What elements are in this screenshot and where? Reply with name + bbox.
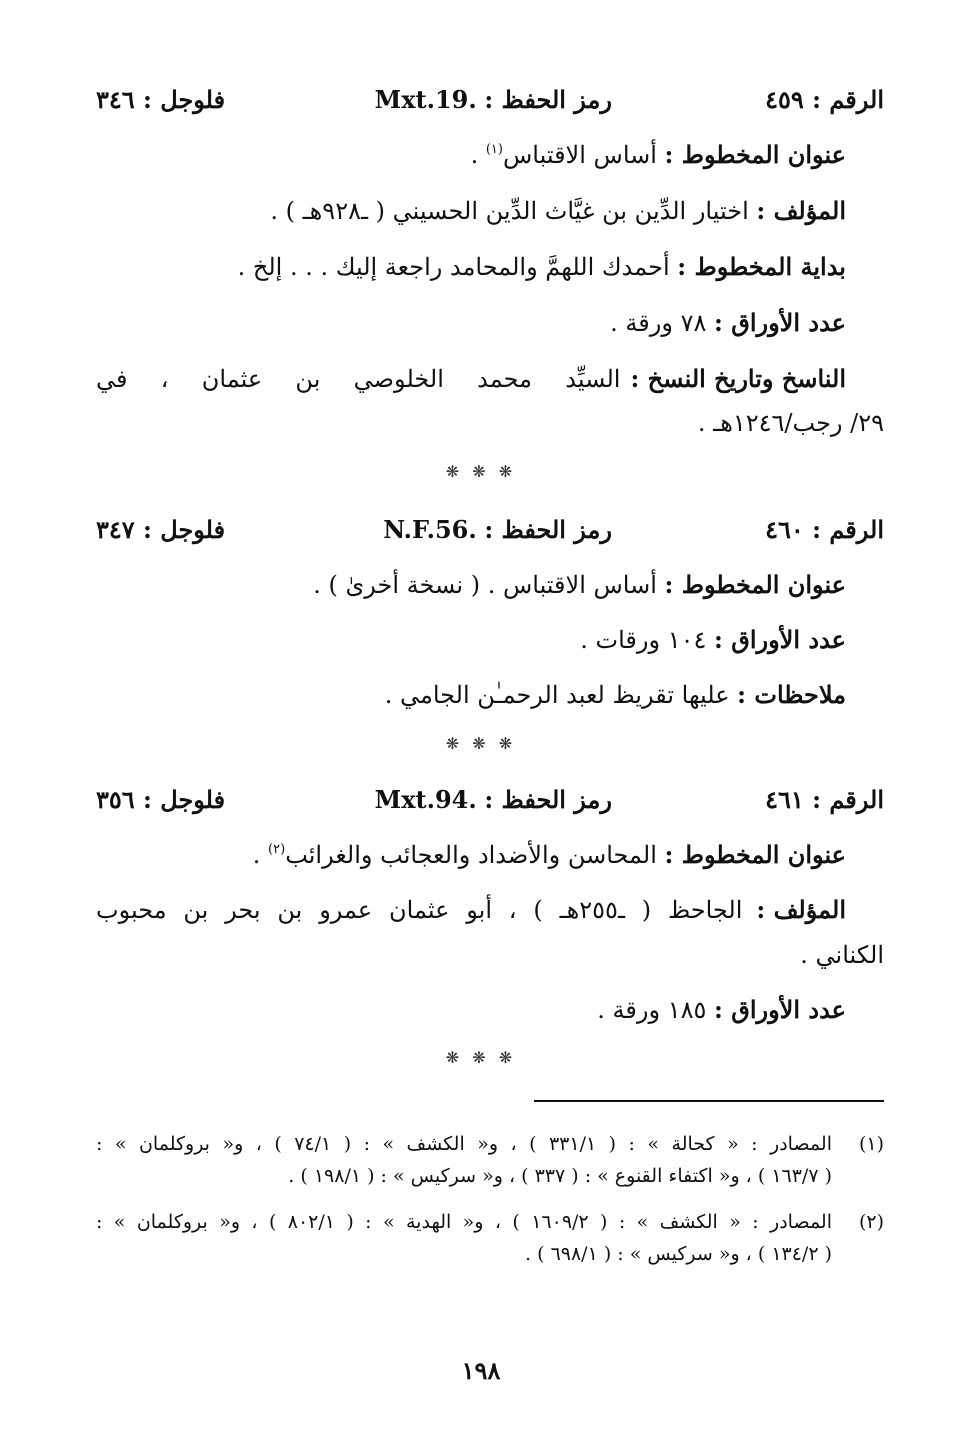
shelf-code-label: رمز الحفظ : bbox=[484, 785, 612, 814]
field-value: المحاسن والأضداد والعجائب والغرائب bbox=[285, 841, 657, 869]
author-continued bbox=[96, 940, 884, 970]
field-value: عليها تقريظ لعبد الرحمـٰن الجامي . bbox=[384, 681, 730, 709]
field-label: عدد الأوراق : bbox=[714, 308, 846, 337]
flugel-number: فلوجل : ٣٤٦ bbox=[96, 85, 226, 114]
shelf-code bbox=[375, 84, 612, 116]
entry-separator: ❋ ❋ ❋ bbox=[445, 1048, 517, 1067]
footnote-ref: (٢) bbox=[268, 842, 286, 857]
leaf-count bbox=[96, 995, 846, 1025]
field-end: . bbox=[470, 141, 486, 169]
copyist-date-continued bbox=[96, 408, 884, 438]
entry-separator: ❋ ❋ ❋ bbox=[445, 734, 517, 753]
leaf-count bbox=[96, 308, 846, 338]
field-value: السيِّد محمد الخلوصي بن عثمان ، في bbox=[96, 365, 621, 393]
field-label: عدد الأوراق : bbox=[714, 625, 846, 654]
field-value: الجاحظ ( ـ٢٥٥هـ ) ، أبو عثمان عمرو بن بحر بن محبوب bbox=[96, 896, 743, 924]
field-label: المؤلف : bbox=[756, 895, 846, 924]
footnote-line: المصادر : « الكشف » : ( ١٦٠٩/٢ ) ، و« الهدية » : ( ٨٠٢/١ ) ، و« بروكلمان » : bbox=[96, 1211, 832, 1233]
remarks bbox=[96, 680, 846, 710]
field-label: عدد الأوراق : bbox=[714, 995, 846, 1024]
field-value: اختيار الدِّين بن غيَّاث الدِّين الحسيني ( ـ٩٢٨هـ ) . bbox=[270, 197, 749, 225]
shelf-code-value: Mxt.94. bbox=[374, 785, 477, 814]
manuscript-author bbox=[96, 895, 846, 925]
entry-header bbox=[96, 84, 884, 116]
footnote bbox=[96, 1128, 884, 1192]
footnote-line: ( ١٦٣/٧ ) ، و« اكتفاء القنوع » : ( ٣٣٧ ) ، و« سركيس » : ( ١٩٨/١ ) . bbox=[288, 1165, 832, 1187]
field-label: عنوان المخطوط : bbox=[664, 570, 846, 599]
field-value: الكناني . bbox=[800, 941, 884, 969]
field-label: الناسخ وتاريخ النسخ : bbox=[630, 364, 846, 393]
footnote-line: ( ١٣٤/٢ ) ، و« سركيس » : ( ٦٩٨/١ ) . bbox=[525, 1243, 832, 1265]
manuscript-title bbox=[96, 840, 846, 875]
footnote-ref: (١) bbox=[485, 142, 503, 157]
footnote-number: (٢) bbox=[858, 1211, 884, 1233]
manuscript-author bbox=[96, 196, 846, 226]
field-label: ملاحظات : bbox=[737, 680, 846, 709]
field-value: ١٠٤ ورقات . bbox=[580, 626, 707, 654]
flugel-number: فلوجل : ٣٥٦ bbox=[96, 785, 226, 814]
shelf-code bbox=[383, 514, 612, 546]
shelf-code-label: رمز الحفظ : bbox=[484, 515, 612, 544]
field-label: عنوان المخطوط : bbox=[664, 140, 846, 169]
manuscript-title bbox=[96, 140, 846, 175]
footnote-rule bbox=[534, 1100, 884, 1102]
field-label: عنوان المخطوط : bbox=[664, 840, 846, 869]
flugel-number: فلوجل : ٣٤٧ bbox=[96, 515, 226, 544]
entry-header bbox=[96, 514, 884, 546]
footnote-line: المصادر : « كحالة » : ( ٣٣١/١ ) ، و« الكشف » : ( ٧٤/١ ) ، و« بروكلمان » : bbox=[96, 1133, 832, 1155]
field-end: . bbox=[252, 841, 269, 869]
field-value: ٧٨ ورقة . bbox=[610, 309, 707, 337]
manuscript-incipit bbox=[96, 252, 846, 282]
page-number: ١٩٨ bbox=[461, 1356, 501, 1385]
shelf-code bbox=[375, 784, 612, 816]
field-value: أساس الاقتباس bbox=[502, 141, 657, 169]
field-value: ١٨٥ ورقة . bbox=[597, 996, 707, 1024]
shelf-code-value: N.F.56. bbox=[383, 515, 477, 544]
entry-number: الرقم : ٤٦٠ bbox=[765, 515, 884, 544]
field-value: أساس الاقتباس . ( نسخة أخرىٰ ) . bbox=[313, 571, 657, 599]
field-label: المؤلف : bbox=[756, 196, 846, 225]
field-label: بداية المخطوط : bbox=[677, 252, 846, 281]
leaf-count bbox=[96, 625, 846, 655]
manuscript-title bbox=[96, 570, 846, 600]
shelf-code-label: رمز الحفظ : bbox=[484, 85, 612, 114]
field-value: أحمدك اللهمَّ والمحامد راجعة إليك . . . إلخ . bbox=[237, 253, 670, 281]
entry-number: الرقم : ٤٥٩ bbox=[765, 85, 884, 114]
footnote bbox=[96, 1206, 884, 1270]
copyist-and-date bbox=[96, 364, 846, 394]
field-value: ٢٩/ رجب/١٢٤٦هـ . bbox=[697, 409, 884, 437]
entry-number: الرقم : ٤٦١ bbox=[765, 785, 884, 814]
entry-header bbox=[96, 784, 884, 816]
shelf-code-value: Mxt.19. bbox=[374, 85, 477, 114]
entry-separator: ❋ ❋ ❋ bbox=[445, 462, 517, 481]
footnote-number: (١) bbox=[858, 1133, 884, 1155]
